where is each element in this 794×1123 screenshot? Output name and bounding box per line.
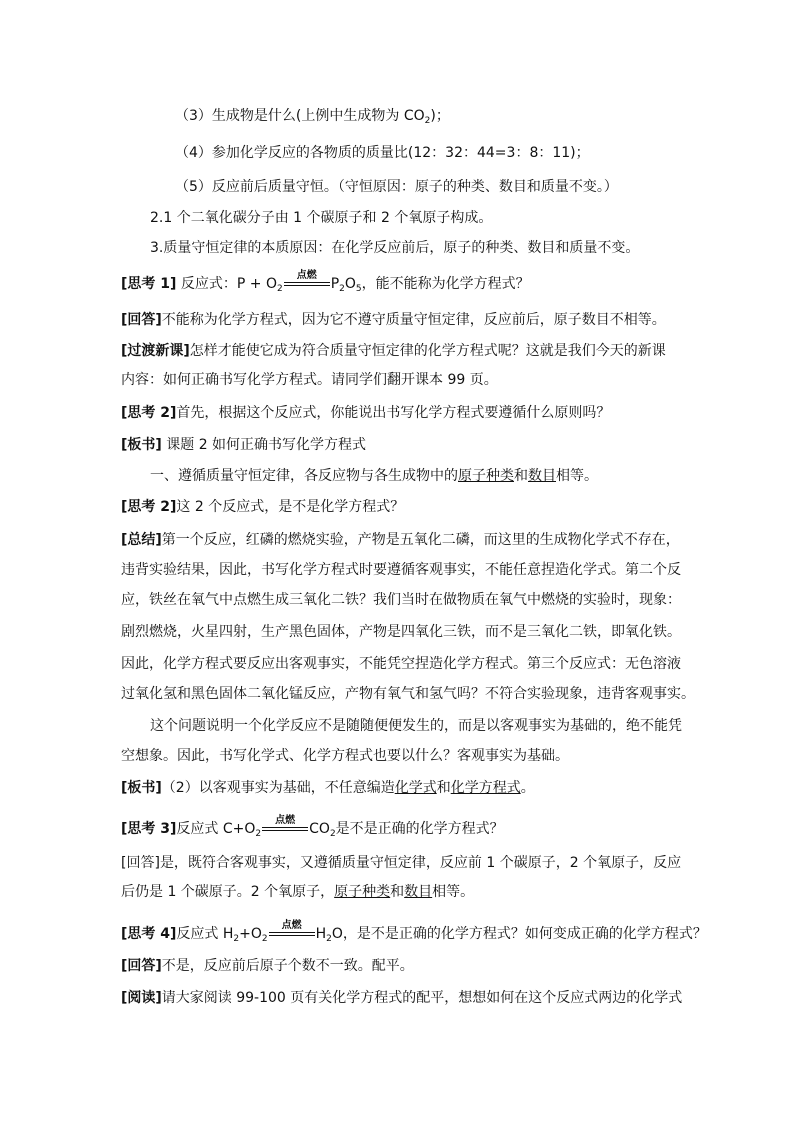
reaction-arrow: 点燃 xyxy=(284,275,330,293)
summary-line-5: 因此，化学方程式要反应出客观事实，不能凭空捏造化学方程式。第三个反应式：无色溶液 xyxy=(121,656,681,672)
point-3-essence: 3.质量守恒定律的本质原因：在化学反应前后，原子的种类、数目和质量不变。 xyxy=(150,240,640,256)
summary-line-6: 过氧化氢和黑色固体二氧化锰反应，产物有氧气和氢气吗？不符合实验现象，违背客观事实。 xyxy=(121,686,695,702)
answer-3-line-1: [回答]是，既符合客观事实，又遵循质量守恒定律，反应前 1 个碳原子，2 个氧原子，反应 xyxy=(121,855,682,871)
think-4: [思考 4]反应式 $H_2+O_2$ 点燃 $H_2O$，是不是正确的化学方程式？如何变成正确的化学方程式？ xyxy=(121,920,707,944)
read-line: [阅读]请大家阅读 99-100 页有关化学方程式的配平，想想如何在这个反应式两边的化学式 xyxy=(121,990,683,1006)
point-5: （5）反应前后质量守恒。（守恒原因：原子的种类、数目和质量不变。） xyxy=(175,179,618,195)
reaction-arrow: 点燃 xyxy=(269,925,315,943)
reaction-arrow: 点燃 xyxy=(262,820,308,838)
transition-line-2: 内容：如何正确书写化学方程式。请同学们翻开课本 99 页。 xyxy=(121,372,498,388)
board-1: [板书] 课题 2 如何正确书写化学方程式 xyxy=(121,437,367,453)
think-2a: [思考 2]首先，根据这个反应式，你能说出书写化学方程式要遵循什么原则吗？ xyxy=(121,405,611,421)
summary-line-2: 违背实验结果，因此，书写化学方程式时要遵循客观事实，不能任意捏造化学式。第二个反 xyxy=(121,562,681,578)
para-line-1: 这个问题说明一个化学反应不是随随便便发生的，而是以客观事实为基础的，绝不能凭 xyxy=(150,718,682,734)
answer-3-line-2: 后仍是 1 个碳原子。2 个氧原子，原子种类和数目相等。 xyxy=(121,884,475,900)
think-1: [思考 1] 反应式：$P + O_2$ 点燃 $P_2O_5$，能不能称为化学方程式？ xyxy=(121,270,530,294)
board-2: [板书]（2）以客观事实为基础，不任意编造化学式和化学方程式。 xyxy=(121,780,535,796)
answer-4: [回答]不是，反应前后原子个数不一致。配平。 xyxy=(121,958,414,974)
summary-line-4: 剧烈燃烧，火星四射，生产黑色固体，产物是四氧化三铁，而不是三氧化二铁，即氧化铁。 xyxy=(121,624,681,640)
principle-1: 一、遵循质量守恒定律，各反应物与各生成物中的原子种类和数目相等。 xyxy=(150,468,598,484)
point-4: （4）参加化学反应的各物质的质量比(12：32：44=3：8：11)； xyxy=(175,145,590,161)
summary-line-1: [总结]第一个反应，红磷的燃烧实验，产物是五氧化二磷，而这里的生成物化学式不存在， xyxy=(121,532,680,548)
point-3: （3）生成物是什么(上例中生成物为 $CO_2$)； xyxy=(175,108,450,126)
summary-line-3: 应，铁丝在氧气中点燃生成三氧化二铁？我们当时在做物质在氧气中燃烧的实验时，现象： xyxy=(121,592,681,608)
point-2-1: 2.1 个二氧化碳分子由 1 个碳原子和 2 个氧原子构成。 xyxy=(150,210,493,226)
transition-line-1: [过渡新课]怎样才能使它成为符合质量守恒定律的化学方程式呢？这就是我们今天的新课 xyxy=(121,343,666,359)
think-3: [思考 3]反应式 $C+O_2$ 点燃 $CO_2$是不是正确的化学方程式？ xyxy=(121,815,504,839)
para-line-2: 空想象。因此，书写化学式、化学方程式也要以什么？客观事实为基础。 xyxy=(121,748,569,764)
answer-1: [回答]不能称为化学方程式，因为它不遵守质量守恒定律，反应前后，原子数目不相等。 xyxy=(121,312,666,328)
think-2b: [思考 2]这 2 个反应式，是不是化学方程式？ xyxy=(121,499,405,515)
